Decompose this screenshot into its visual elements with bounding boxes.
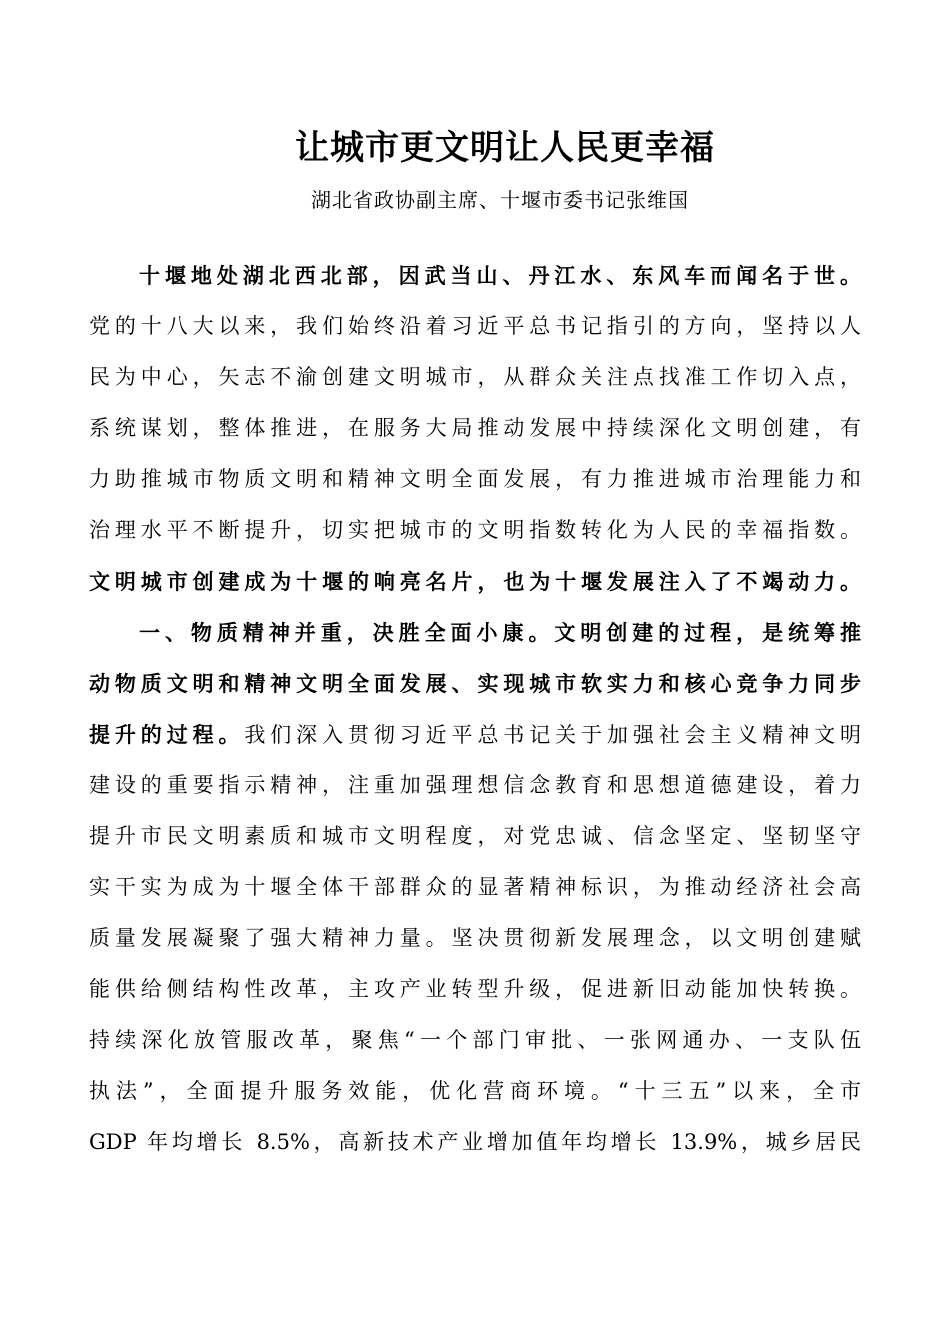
body-line	[89, 301, 861, 352]
body-line	[89, 760, 861, 811]
document-title: 让城市更文明让人民更幸福	[295, 128, 715, 168]
body-text: 系统谋划，整体推进，在服务大局推动发展中持续深化文明创建，有	[89, 416, 861, 440]
body-line	[89, 811, 861, 862]
body-text: 质量发展凝聚了强大精神力量。坚决贯彻新发展理念，以文明创建赋	[89, 926, 861, 950]
body-line	[89, 403, 861, 454]
body-line	[89, 1066, 861, 1117]
bold-text: 提升的过程。	[89, 722, 245, 747]
body-line	[89, 352, 861, 403]
bold-text: 动物质文明和精神文明全面发展、实现城市软实力和核心竞争力同步	[89, 671, 861, 696]
bold-text: 十堰地处湖北西北部，因武当山、丹江水、东风车而闻名于世。	[139, 263, 861, 288]
body-line	[89, 709, 861, 760]
body-line	[89, 658, 861, 709]
body-line	[89, 556, 861, 607]
document-author: 湖北省政协副主席、十堰市委书记张维国	[311, 188, 689, 212]
body-text: 执法”，全面提升服务效能，优化营商环境。“十三五”以来，全市	[89, 1079, 861, 1103]
body-line	[89, 913, 861, 964]
body-line	[89, 964, 861, 1015]
body-text: 建设的重要指示精神，注重加强理想信念教育和思想道德建设，着力	[89, 773, 861, 797]
body-line	[89, 505, 861, 556]
body-line	[89, 1117, 861, 1168]
body-text: 我们深入贯彻习近平总书记关于加强社会主义精神文明	[244, 723, 862, 747]
body-text: 持续深化放管服改革，聚焦“一个部门审批、一张网通办、一支队伍	[89, 1028, 861, 1052]
bold-text: 一、物质精神并重，决胜全面小康。文明创建的过程，是统筹推	[139, 620, 861, 645]
body-text: 能供给侧结构性改革，主攻产业转型升级，促进新旧动能加快转换。	[89, 977, 861, 1001]
body-line	[89, 607, 861, 658]
body-text: 民为中心，矢志不渝创建文明城市，从群众关注点找准工作切入点，	[89, 365, 861, 389]
body-text: 党的十八大以来，我们始终沿着习近平总书记指引的方向，坚持以人	[89, 314, 861, 338]
body-text: 治理水平不断提升，切实把城市的文明指数转化为人民的幸福指数。	[89, 518, 861, 542]
body-text: GDP 年均增长 8.5%，高新技术产业增加值年均增长 13.9%，城乡居民	[89, 1130, 861, 1154]
body-line	[89, 1015, 861, 1066]
body-text: 提升市民文明素质和城市文明程度，对党忠诚、信念坚定、坚韧坚守	[89, 824, 861, 848]
body-text: 实干实为成为十堰全体干部群众的显著精神标识，为推动经济社会高	[89, 875, 861, 899]
body-line	[89, 250, 861, 301]
bold-text: 文明城市创建成为十堰的响亮名片，也为十堰发展注入了不竭动力。	[89, 569, 861, 594]
body-line	[89, 454, 861, 505]
body-text: 力助推城市物质文明和精神文明全面发展，有力推进城市治理能力和	[89, 467, 861, 491]
body-line	[89, 862, 861, 913]
document-body	[89, 250, 861, 1168]
